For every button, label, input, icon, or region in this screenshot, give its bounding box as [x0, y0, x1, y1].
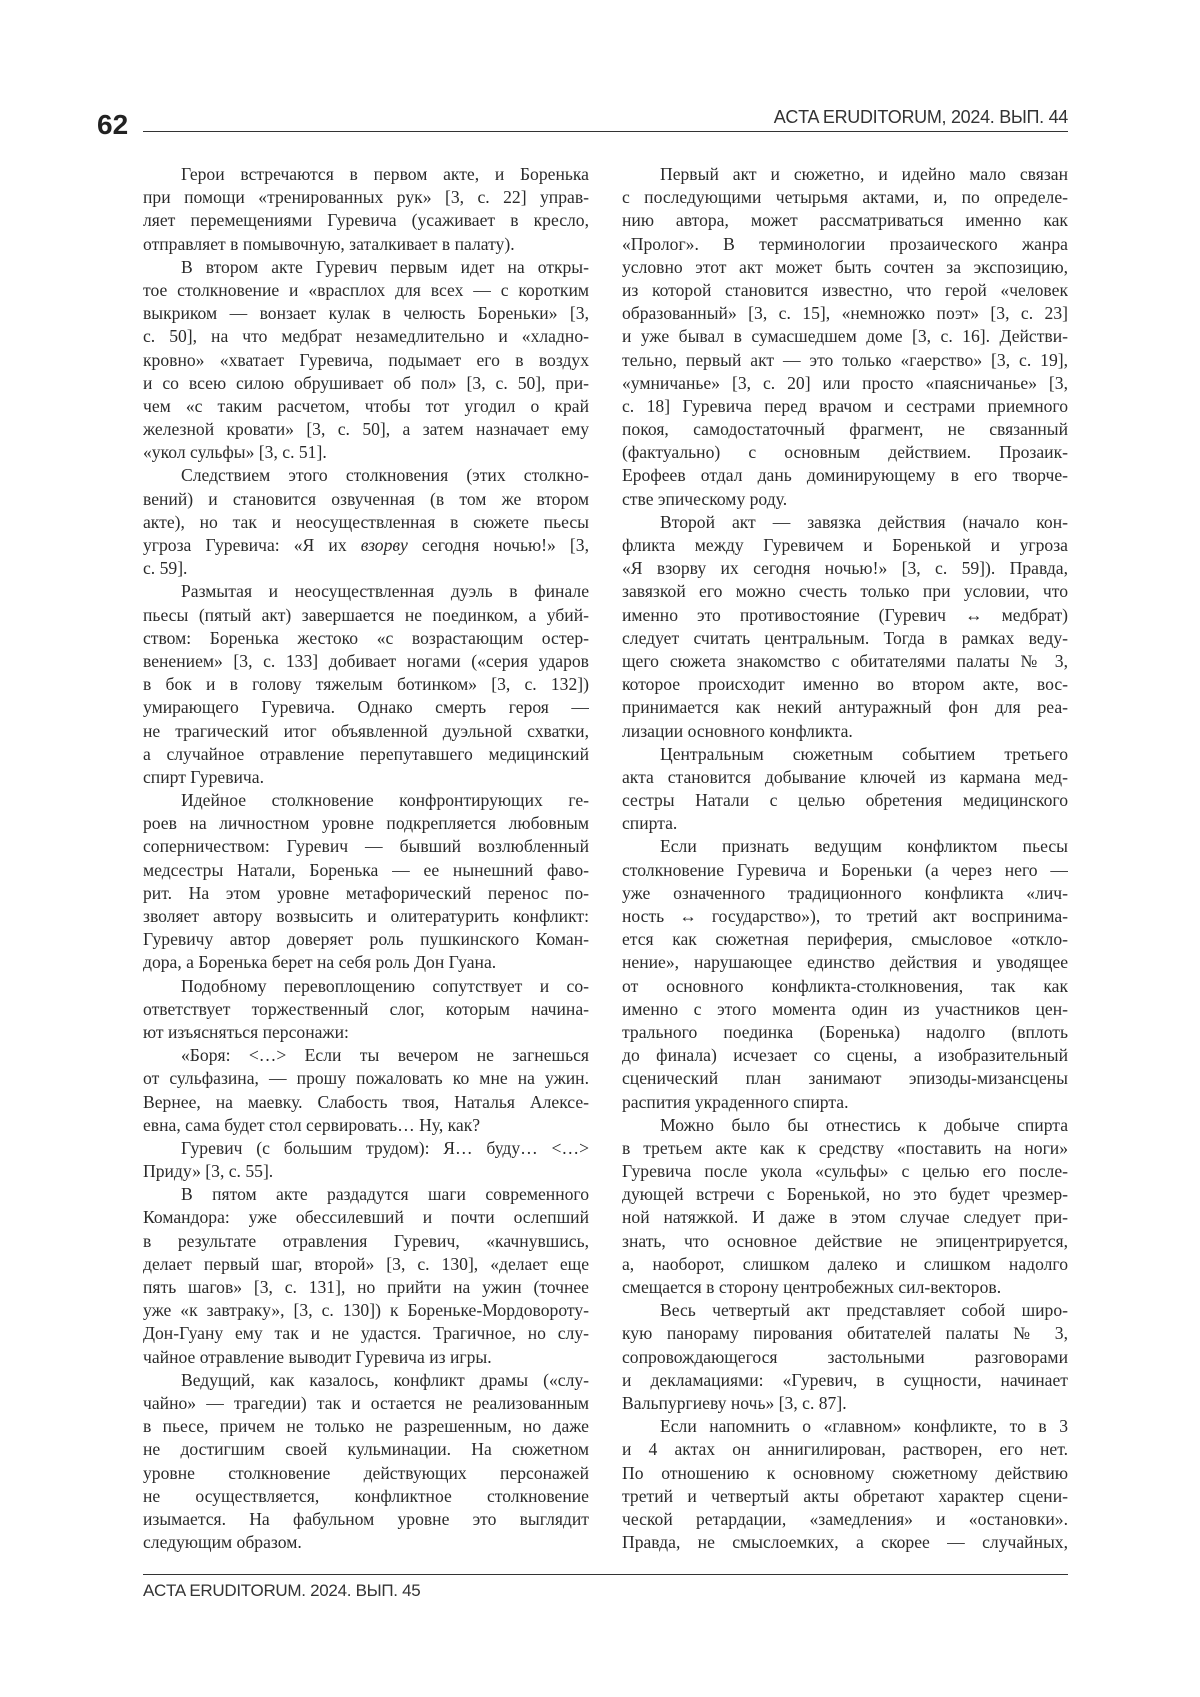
text-line: ется как сюжетная периферия, смысловое «откло-	[622, 928, 1068, 951]
text-line: смещается в сторону центробежных сил-векторов.	[622, 1276, 1068, 1299]
footer-rule	[143, 1574, 1068, 1575]
text-line: спирт Гуревича.	[143, 766, 589, 789]
text-line: и декламациями: «Гуревич, в сущности, начинает	[622, 1369, 1068, 1392]
text-line: до финала) исчезает со сцены, а изобразительный	[622, 1044, 1068, 1067]
text-line: не трагический итог объявленной дуэльной схватки,	[143, 720, 589, 743]
text-line: стве эпическому роду.	[622, 488, 1068, 511]
text-line: не осуществляется, конфликтное столкновение	[143, 1485, 589, 1508]
paragraph	[143, 256, 589, 465]
text-line: принимается как некий антуражный фон для реа-	[622, 696, 1068, 719]
text-line: ством: Боренька жестоко «с возрастающим остер-	[143, 627, 589, 650]
text-line: сопровождающегося застольными разговорами	[622, 1346, 1068, 1369]
text-line: покоя, самодостаточный фрагмент, не связанный	[622, 418, 1068, 441]
text-line: Герои встречаются в первом акте, и Боренька	[143, 163, 589, 186]
text-line: Подобному перевоплощению сопутствует и со-	[143, 975, 589, 998]
text-line: Первый акт и сюжетно, и идейно мало связан	[622, 163, 1068, 186]
text-line: и 4 актах он аннигилирован, растворен, его нет.	[622, 1438, 1068, 1461]
text-line: Если признать ведущим конфликтом пьесы	[622, 835, 1068, 858]
text-column-left	[143, 163, 589, 1554]
text-line: с. 50], на что медбрат незамедлительно и «хладно-	[143, 325, 589, 348]
text-line	[143, 534, 589, 557]
text-line: вений) и становится озвученная (в том же втором	[143, 488, 589, 511]
paragraph	[622, 511, 1068, 743]
paragraph	[143, 1044, 589, 1137]
text-line: пять шагов» [3, с. 131], но прийти на ужин (точнее	[143, 1276, 589, 1299]
text-line: следующим образом.	[143, 1531, 589, 1554]
text-line: Ерофеев отдал дань доминирующему в его творче-	[622, 464, 1068, 487]
paragraph	[143, 1183, 589, 1369]
text-line: сценический план занимают эпизоды-мизансцены	[622, 1067, 1068, 1090]
text-line: чайно» — трагедии) так и остается не реализованным	[143, 1392, 589, 1415]
text-line: в третьем акте как к средству «поставить на ноги»	[622, 1137, 1068, 1160]
text-line: столкновение Гуревича и Бореньки (а через него —	[622, 859, 1068, 882]
text-line: от основного конфликта-столкновения, так как	[622, 975, 1068, 998]
paragraph	[143, 163, 589, 256]
paragraph	[622, 1114, 1068, 1300]
text-line: ют изъясняться персонажи:	[143, 1021, 589, 1044]
page-number: 62	[97, 108, 128, 142]
paragraph	[622, 163, 1068, 511]
text-line: уровне столкновение действующих персонажей	[143, 1462, 589, 1485]
text-line: роев на личностном уровне подкрепляется любовным	[143, 812, 589, 835]
text-line: третий и четвертый акты обретают характер сцени-	[622, 1485, 1068, 1508]
paragraph	[143, 975, 589, 1045]
text-line: Гуревичу автор доверяет роль пушкинского Коман-	[143, 928, 589, 951]
text-line: По отношению к основному сюжетному действию	[622, 1462, 1068, 1485]
text-line: чайное отравление выводит Гуревича из игры.	[143, 1346, 589, 1369]
text-line: ответствует торжественный слог, которым начина-	[143, 998, 589, 1021]
text-line: кую панораму пирования обитателей палаты № 3,	[622, 1322, 1068, 1345]
text-line: трального поединка (Боренька) надолго (вплоть	[622, 1021, 1068, 1044]
text-line: из которой становится известно, что герой «человек	[622, 279, 1068, 302]
text-line: в пьесе, причем не только не разрешенным, но даже	[143, 1415, 589, 1438]
text-line: изымается. На фабульном уровне это выглядит	[143, 1508, 589, 1531]
text-line: уже означенного традиционного конфликта «лич-	[622, 882, 1068, 905]
text-line: рит. На этом уровне метафорический перенос по-	[143, 882, 589, 905]
text-line: Командора: уже обессилевший и почти ослепший	[143, 1206, 589, 1229]
text-line: Размытая и неосуществленная дуэль в финале	[143, 580, 589, 603]
text-line: В пятом акте раздадутся шаги современного	[143, 1183, 589, 1206]
text-line: акта становится добывание ключей из кармана мед-	[622, 766, 1068, 789]
text-line: дора, а Боренька берет на себя роль Дон Гуана.	[143, 951, 589, 974]
text-line: Можно было бы отнестись к добыче спирта	[622, 1114, 1068, 1137]
text-line: медсестры Натали, Боренька — ее нынешний фаво-	[143, 859, 589, 882]
text-line: условно этот акт может быть сочтен за экспозицию,	[622, 256, 1068, 279]
text-segment: сегодня ночью!» [3,	[408, 535, 589, 555]
text-line: нию автора, может рассматриваться именно как	[622, 209, 1068, 232]
text-line: распития украденного спирта.	[622, 1091, 1068, 1114]
text-line: соперничеством: Гуревич — бывший возлюбленный	[143, 835, 589, 858]
text-line: «умничанье» [3, с. 20] или просто «паясничанье» [3,	[622, 372, 1068, 395]
text-line: и уже бывал в сумасшедшем доме [3, с. 16]. Действи-	[622, 325, 1068, 348]
text-line: с. 59].	[143, 557, 589, 580]
text-line: а случайное отравление перепутавшего медицинский	[143, 743, 589, 766]
paragraph	[622, 743, 1068, 836]
text-line: ческой ретардации, «замедления» и «остановки».	[622, 1508, 1068, 1531]
text-line: следует считать центральным. Тогда в рамках веду-	[622, 627, 1068, 650]
text-line: а, наоборот, слишком далеко и слишком надолго	[622, 1253, 1068, 1276]
text-line: Гуревич (с большим трудом): Я… буду… <…>	[143, 1137, 589, 1160]
text-line: отправляет в помывочную, заталкивает в палату).	[143, 233, 589, 256]
text-line: Вернее, на маевку. Слабость твоя, Наталья Алексе-	[143, 1091, 589, 1114]
text-line: тое столкновение и «врасплох для всех — с коротким	[143, 279, 589, 302]
text-line: которое происходит именно во втором акте, вос-	[622, 673, 1068, 696]
text-line: Следствием этого столкновения (этих столкно-	[143, 464, 589, 487]
running-footer-title: ACTA ERUDITORUM. 2024. ВЫП. 45	[143, 1580, 420, 1602]
text-line: нение», нарушающее единство действия и уводящее	[622, 951, 1068, 974]
text-line: пьесы (пятый акт) завершается не поединком, а убий-	[143, 604, 589, 627]
text-line: тельно, первый акт — это только «гаерство» [3, с. 19],	[622, 349, 1068, 372]
text-line: ной натяжкой. И даже в этом случае следует при-	[622, 1206, 1068, 1229]
text-line: «Пролог». В терминологии прозаического жанра	[622, 233, 1068, 256]
text-line: Дон-Гуану ему так и не удастся. Трагичное, но слу-	[143, 1322, 589, 1345]
text-line: и со всею силою обрушивает об пол» [3, с. 50], при-	[143, 372, 589, 395]
paragraph	[143, 1137, 589, 1183]
text-line: от сульфазина, — прошу пожаловать ко мне на ужин.	[143, 1067, 589, 1090]
text-line: делает первый шаг, второй» [3, с. 130], «делает еще	[143, 1253, 589, 1276]
text-line: ляет перемещениями Гуревича (усаживает в кресло,	[143, 209, 589, 232]
paragraph	[622, 1415, 1068, 1554]
text-line: умирающего Гуревича. Однако смерть героя —	[143, 696, 589, 719]
text-line: Если напомнить о «главном» конфликте, то в 3	[622, 1415, 1068, 1438]
text-line: завязкой его можно счесть только при условии, что	[622, 580, 1068, 603]
text-line: чем «с таким расчетом, чтобы тот угодил о край	[143, 395, 589, 418]
text-line: в бок и в голову тяжелым ботинком» [3, с. 132])	[143, 673, 589, 696]
text-line: именно с этого момента один из участников цен-	[622, 998, 1068, 1021]
text-line: знать, что основное действие не эпицентрируется,	[622, 1230, 1068, 1253]
text-column-right	[622, 163, 1068, 1554]
text-line: Гуревича после укола «сульфы» с целью его после-	[622, 1160, 1068, 1183]
text-line: образованный» [3, с. 15], «немножко поэт» [3, с. 23]	[622, 302, 1068, 325]
text-line: дующей встречи с Боренькой, но это будет чрезмер-	[622, 1183, 1068, 1206]
text-line: Правда, не смыслоемких, а скорее — случайных,	[622, 1531, 1068, 1554]
text-line: евна, сама будет стол сервировать… Ну, как?	[143, 1114, 589, 1137]
text-line: Центральным сюжетным событием третьего	[622, 743, 1068, 766]
paragraph	[143, 1369, 589, 1555]
text-line: акте), но так и неосуществленная в сюжете пьесы	[143, 511, 589, 534]
text-line: не достигшим своей кульминации. На сюжетном	[143, 1438, 589, 1461]
text-line: щего сюжета знакомство с обитателями палаты № 3,	[622, 650, 1068, 673]
text-segment: угроза Гуревича: «Я их	[143, 535, 361, 555]
text-line: кровно» «хватает Гуревича, подымает его в воздух	[143, 349, 589, 372]
paragraph	[143, 789, 589, 975]
text-line: «Боря: <…> Если ты вечером не загнешься	[143, 1044, 589, 1067]
text-line: при помощи «тренированных рук» [3, с. 22] управ-	[143, 186, 589, 209]
text-line: именно это противостояние (Гуревич ↔ медбрат)	[622, 604, 1068, 627]
paragraph	[143, 580, 589, 789]
text-line: Весь четвертый акт представляет собой широ-	[622, 1299, 1068, 1322]
text-line: сестры Натали с целью обретения медицинского	[622, 789, 1068, 812]
text-line: фликта между Гуревичем и Боренькой и угроза	[622, 534, 1068, 557]
text-line: Идейное столкновение конфронтирующих ге-	[143, 789, 589, 812]
text-line: «укол сульфы» [3, с. 51].	[143, 441, 589, 464]
text-line: В втором акте Гуревич первым идет на откры-	[143, 256, 589, 279]
paragraph	[622, 835, 1068, 1113]
text-line: ность ↔ государство»), то третий акт воспринима-	[622, 905, 1068, 928]
text-line: выкриком — вонзает кулак в челюсть Бореньки» [3,	[143, 302, 589, 325]
text-line: железной кровати» [3, с. 50], а затем назначает ему	[143, 418, 589, 441]
text-line: Ведущий, как казалось, конфликт драмы («слу-	[143, 1369, 589, 1392]
text-line: с. 18] Гуревича перед врачом и сестрами приемного	[622, 395, 1068, 418]
italic-emphasis: взорву	[361, 535, 408, 555]
text-line: «Я взорву их сегодня ночью!» [3, с. 59]). Правда,	[622, 557, 1068, 580]
text-line: с последующими четырьмя актами, и, по определе-	[622, 186, 1068, 209]
running-header-title: ACTA ERUDITORUM, 2024. ВЫП. 44	[774, 105, 1068, 129]
text-line: Второй акт — завязка действия (начало кон-	[622, 511, 1068, 534]
text-line: Приду» [3, с. 55].	[143, 1160, 589, 1183]
paragraph	[143, 464, 589, 580]
paragraph	[622, 1299, 1068, 1415]
text-line: (фактуально) с основным действием. Прозаик-	[622, 441, 1068, 464]
text-line: в результате отравления Гуревич, «качнувшись,	[143, 1230, 589, 1253]
text-line: венением» [3, с. 133] добивает ногами («серия ударов	[143, 650, 589, 673]
text-line: зволяет автору возвысить и олитературить конфликт:	[143, 905, 589, 928]
header-rule	[143, 131, 1068, 132]
text-line: Вальпургиеву ночь» [3, с. 87].	[622, 1392, 1068, 1415]
text-line: лизации основного конфликта.	[622, 720, 1068, 743]
text-line: уже «к завтраку», [3, с. 130]) к Бореньке-Мордовороту-	[143, 1299, 589, 1322]
text-line: спирта.	[622, 812, 1068, 835]
